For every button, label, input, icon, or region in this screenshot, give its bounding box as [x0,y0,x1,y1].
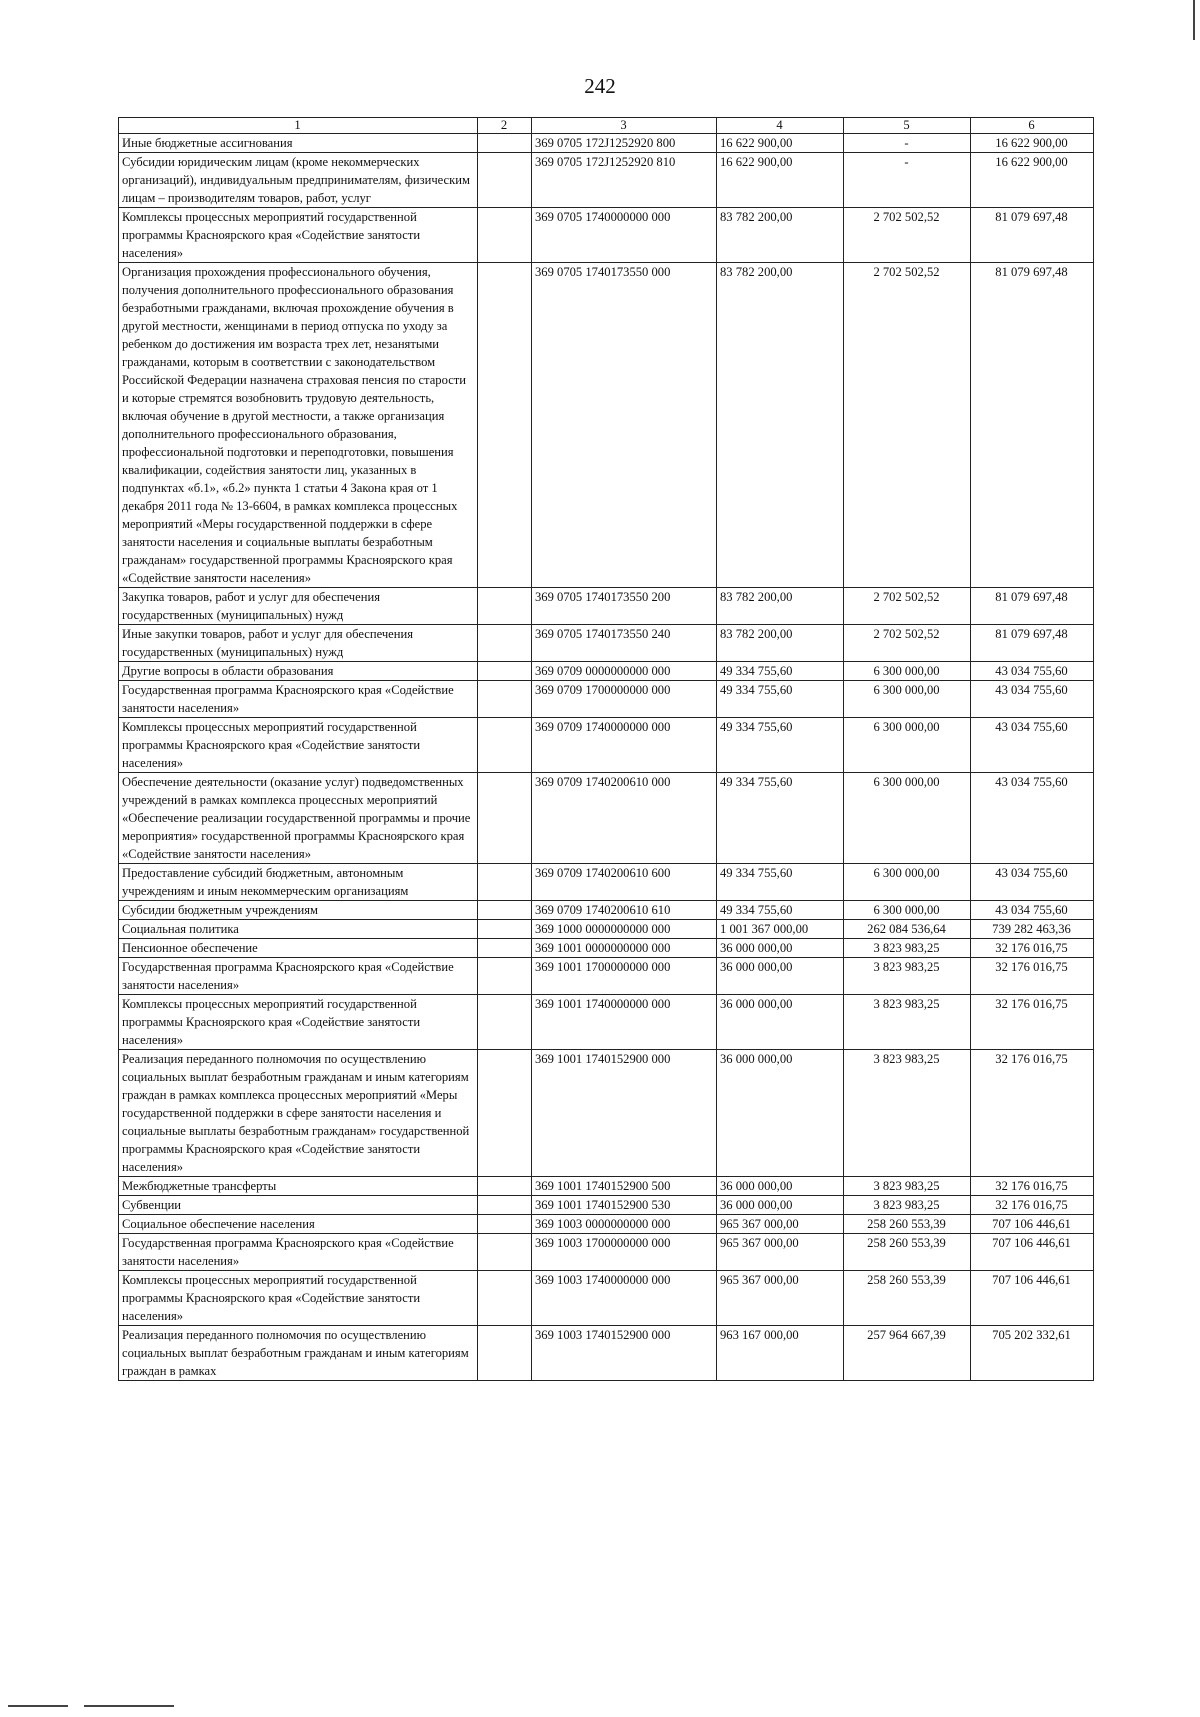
row-remaining-amount: 32 176 016,75 [971,1050,1094,1177]
row-planned-amount: 36 000 000,00 [717,939,844,958]
row-planned-amount: 83 782 200,00 [717,625,844,662]
row-col2 [478,939,532,958]
row-name: Субсидии юридическим лицам (кроме некоммерческих организаций), индивидуальным предпринимателям, физическим лицам – производителям товаров, работ, услуг [119,153,478,208]
row-remaining-amount: 32 176 016,75 [971,1196,1094,1215]
table-row [119,773,1094,864]
column-header-3: 3 [532,118,717,134]
row-remaining-amount: 16 622 900,00 [971,134,1094,153]
row-name: Предоставление субсидий бюджетным, автономным учреждениям и иным некоммерческим организациям [119,864,478,901]
table-row [119,588,1094,625]
row-name: Субсидии бюджетным учреждениям [119,901,478,920]
table-row [119,263,1094,588]
scan-artifact [1193,0,1195,40]
row-executed-amount: 3 823 983,25 [844,1196,971,1215]
row-col2 [478,681,532,718]
row-code: 369 0705 1740173550 200 [532,588,717,625]
row-col2 [478,864,532,901]
row-name: Комплексы процессных мероприятий государственной программы Красноярского края «Содействие занятости населения» [119,718,478,773]
row-planned-amount: 965 367 000,00 [717,1271,844,1326]
row-col2 [478,588,532,625]
row-col2 [478,901,532,920]
row-code: 369 1003 1740152900 000 [532,1326,717,1381]
table-row [119,625,1094,662]
row-executed-amount: 3 823 983,25 [844,995,971,1050]
row-col2 [478,1050,532,1177]
row-remaining-amount: 81 079 697,48 [971,588,1094,625]
row-code: 369 1001 1740152900 530 [532,1196,717,1215]
row-code: 369 0709 1740000000 000 [532,718,717,773]
row-executed-amount: - [844,153,971,208]
row-name: Другие вопросы в области образования [119,662,478,681]
row-code: 369 0705 1740000000 000 [532,208,717,263]
row-name: Реализация переданного полномочия по осуществлению социальных выплат безработным гражданам и иным категориям граждан в рамках [119,1326,478,1381]
row-planned-amount: 36 000 000,00 [717,995,844,1050]
row-name: Организация прохождения профессионального обучения, получения дополнительного профессионального образования безработными гражданами, включая прохождение обучения в другой местности, женщинами в период отпуска по уходу за ребенком до достижения им возраста трех лет, незанятыми гражданами, которым в соответствии с законодательством Российской Федерации назначена страховая пенсия по старости и которые стремятся возобновить трудовую деятельность, включая обучение в другой местности, а также организация дополнительного профессионального образования, профессиональной подготовки и переподготовки, повышения квалификации, содействия занятости лиц, указанных в подпунктах «б.1», «б.2» пункта 1 статьи 4 Закона края от 1 декабря 2011 года № 13-6604, в рамках комплекса процессных мероприятий «Меры государственной поддержки в сфере занятости населения и социальные выплаты безработным гражданам» государственной программы Красноярского края «Содействие занятости населения» [119,263,478,588]
row-name: Социальная политика [119,920,478,939]
row-code: 369 0705 172J1252920 800 [532,134,717,153]
row-remaining-amount: 43 034 755,60 [971,864,1094,901]
row-code: 369 0709 1740200610 610 [532,901,717,920]
row-name: Комплексы процессных мероприятий государственной программы Красноярского края «Содействие занятости населения» [119,1271,478,1326]
table-row [119,958,1094,995]
table-row [119,1215,1094,1234]
column-header-5: 5 [844,118,971,134]
row-executed-amount: 2 702 502,52 [844,208,971,263]
row-code: 369 1003 0000000000 000 [532,1215,717,1234]
row-executed-amount: 258 260 553,39 [844,1271,971,1326]
row-code: 369 1000 0000000000 000 [532,920,717,939]
row-remaining-amount: 707 106 446,61 [971,1271,1094,1326]
table-row [119,864,1094,901]
row-executed-amount: 2 702 502,52 [844,588,971,625]
row-planned-amount: 49 334 755,60 [717,662,844,681]
row-col2 [478,995,532,1050]
row-planned-amount: 36 000 000,00 [717,1196,844,1215]
row-planned-amount: 36 000 000,00 [717,1177,844,1196]
row-col2 [478,1326,532,1381]
table-row [119,920,1094,939]
table-row [119,208,1094,263]
scan-artifact [8,1705,68,1707]
table-body [119,134,1094,1381]
row-col2 [478,920,532,939]
row-name: Обеспечение деятельности (оказание услуг) подведомственных учреждений в рамках комплекса процессных мероприятий «Обеспечение реализации государственной программы и прочие мероприятия» государственной программы Красноярского края «Содействие занятости населения» [119,773,478,864]
scan-artifact [84,1705,174,1707]
row-name: Иные бюджетные ассигнования [119,134,478,153]
row-code: 369 0705 1740173550 000 [532,263,717,588]
column-number-row [119,118,1094,134]
row-col2 [478,773,532,864]
row-code: 369 0705 172J1252920 810 [532,153,717,208]
table-row [119,901,1094,920]
column-header-4: 4 [717,118,844,134]
row-remaining-amount: 32 176 016,75 [971,1177,1094,1196]
row-executed-amount: 6 300 000,00 [844,681,971,718]
table-row [119,939,1094,958]
table-row [119,134,1094,153]
row-name: Пенсионное обеспечение [119,939,478,958]
row-name: Социальное обеспечение населения [119,1215,478,1234]
row-planned-amount: 83 782 200,00 [717,588,844,625]
row-planned-amount: 49 334 755,60 [717,718,844,773]
row-remaining-amount: 16 622 900,00 [971,153,1094,208]
row-executed-amount: 262 084 536,64 [844,920,971,939]
row-remaining-amount: 707 106 446,61 [971,1234,1094,1271]
row-remaining-amount: 705 202 332,61 [971,1326,1094,1381]
row-executed-amount: 6 300 000,00 [844,864,971,901]
row-remaining-amount: 43 034 755,60 [971,681,1094,718]
row-col2 [478,625,532,662]
row-col2 [478,958,532,995]
row-planned-amount: 1 001 367 000,00 [717,920,844,939]
row-col2 [478,263,532,588]
row-executed-amount: 3 823 983,25 [844,1177,971,1196]
table-row [119,718,1094,773]
row-remaining-amount: 32 176 016,75 [971,995,1094,1050]
row-planned-amount: 49 334 755,60 [717,864,844,901]
row-col2 [478,1196,532,1215]
row-name: Государственная программа Красноярского края «Содействие занятости населения» [119,958,478,995]
row-name: Реализация переданного полномочия по осуществлению социальных выплат безработным гражданам и иным категориям граждан в рамках комплекса процессных мероприятий «Меры государственной поддержки в сфере занятости населения и социальные выплаты безработным гражданам» государственной программы Красноярского края «Содействие занятости населения» [119,1050,478,1177]
row-remaining-amount: 43 034 755,60 [971,773,1094,864]
row-col2 [478,134,532,153]
row-executed-amount: 6 300 000,00 [844,662,971,681]
row-executed-amount: 3 823 983,25 [844,939,971,958]
row-col2 [478,1234,532,1271]
row-col2 [478,718,532,773]
row-col2 [478,153,532,208]
row-name: Государственная программа Красноярского края «Содействие занятости населения» [119,681,478,718]
table-row [119,662,1094,681]
row-planned-amount: 963 167 000,00 [717,1326,844,1381]
column-header-2: 2 [478,118,532,134]
row-col2 [478,208,532,263]
row-executed-amount: 258 260 553,39 [844,1234,971,1271]
row-code: 369 1001 1700000000 000 [532,958,717,995]
row-planned-amount: 83 782 200,00 [717,208,844,263]
table-row [119,995,1094,1050]
row-remaining-amount: 739 282 463,36 [971,920,1094,939]
row-planned-amount: 36 000 000,00 [717,1050,844,1177]
row-planned-amount: 965 367 000,00 [717,1234,844,1271]
row-remaining-amount: 43 034 755,60 [971,901,1094,920]
row-code: 369 1001 1740000000 000 [532,995,717,1050]
row-executed-amount: 6 300 000,00 [844,901,971,920]
row-executed-amount: 2 702 502,52 [844,263,971,588]
row-remaining-amount: 81 079 697,48 [971,625,1094,662]
row-executed-amount: 2 702 502,52 [844,625,971,662]
table-row [119,681,1094,718]
row-planned-amount: 965 367 000,00 [717,1215,844,1234]
row-executed-amount: - [844,134,971,153]
row-code: 369 0709 0000000000 000 [532,662,717,681]
row-planned-amount: 49 334 755,60 [717,773,844,864]
table-row [119,1271,1094,1326]
row-executed-amount: 3 823 983,25 [844,1050,971,1177]
row-code: 369 1001 1740152900 500 [532,1177,717,1196]
row-name: Комплексы процессных мероприятий государственной программы Красноярского края «Содействие занятости населения» [119,995,478,1050]
row-col2 [478,1215,532,1234]
row-remaining-amount: 43 034 755,60 [971,662,1094,681]
row-code: 369 1001 0000000000 000 [532,939,717,958]
row-col2 [478,1177,532,1196]
row-remaining-amount: 81 079 697,48 [971,263,1094,588]
row-code: 369 0709 1740200610 600 [532,864,717,901]
row-code: 369 0705 1740173550 240 [532,625,717,662]
row-planned-amount: 49 334 755,60 [717,681,844,718]
row-planned-amount: 16 622 900,00 [717,153,844,208]
row-remaining-amount: 32 176 016,75 [971,958,1094,995]
row-executed-amount: 6 300 000,00 [844,718,971,773]
budget-execution-table [118,117,1094,1381]
table-row [119,1326,1094,1381]
row-planned-amount: 36 000 000,00 [717,958,844,995]
table-row [119,1050,1094,1177]
row-code: 369 1001 1740152900 000 [532,1050,717,1177]
row-name: Комплексы процессных мероприятий государственной программы Красноярского края «Содействие занятости населения» [119,208,478,263]
row-executed-amount: 257 964 667,39 [844,1326,971,1381]
row-remaining-amount: 43 034 755,60 [971,718,1094,773]
column-header-1: 1 [119,118,478,134]
row-name: Субвенции [119,1196,478,1215]
table-row [119,1196,1094,1215]
row-executed-amount: 258 260 553,39 [844,1215,971,1234]
row-col2 [478,1271,532,1326]
row-name: Межбюджетные трансферты [119,1177,478,1196]
row-remaining-amount: 707 106 446,61 [971,1215,1094,1234]
row-executed-amount: 6 300 000,00 [844,773,971,864]
row-code: 369 1003 1700000000 000 [532,1234,717,1271]
row-code: 369 0709 1700000000 000 [532,681,717,718]
row-name: Закупка товаров, работ и услуг для обеспечения государственных (муниципальных) нужд [119,588,478,625]
row-planned-amount: 16 622 900,00 [717,134,844,153]
row-code: 369 1003 1740000000 000 [532,1271,717,1326]
table-row [119,1177,1094,1196]
row-planned-amount: 49 334 755,60 [717,901,844,920]
page-number: 242 [584,74,616,98]
table-row [119,153,1094,208]
row-code: 369 0709 1740200610 000 [532,773,717,864]
row-executed-amount: 3 823 983,25 [844,958,971,995]
column-header-6: 6 [971,118,1094,134]
row-remaining-amount: 81 079 697,48 [971,208,1094,263]
row-col2 [478,662,532,681]
row-remaining-amount: 32 176 016,75 [971,939,1094,958]
row-planned-amount: 83 782 200,00 [717,263,844,588]
table-row [119,1234,1094,1271]
row-name: Государственная программа Красноярского края «Содействие занятости населения» [119,1234,478,1271]
row-name: Иные закупки товаров, работ и услуг для обеспечения государственных (муниципальных) нужд [119,625,478,662]
